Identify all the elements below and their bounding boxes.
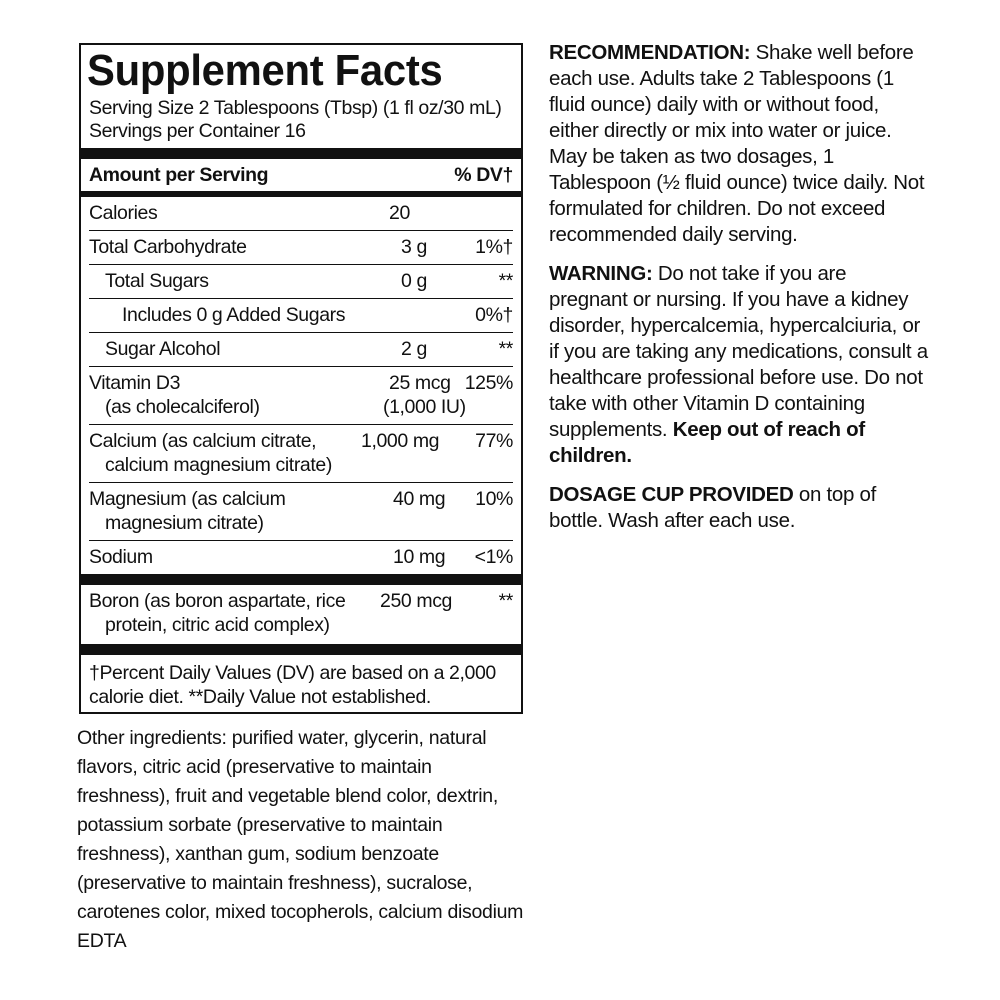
warning-label: WARNING:: [549, 262, 653, 285]
serving-size: Serving Size 2 Tablespoons (Tbsp) (1 fl oz/30 mL): [89, 97, 502, 119]
nutrient-name-detail: (as cholecalciferol): [105, 396, 260, 418]
nutrient-name: Total Sugars: [105, 270, 209, 292]
nutrient-name: Calories: [89, 202, 158, 224]
nutrient-dv: 77%: [475, 430, 513, 452]
nutrient-amount: 10 mg: [393, 546, 446, 568]
nutrient-amount: 25 mcg: [389, 372, 451, 394]
nutrient-amount: 20: [389, 202, 410, 224]
supplement-facts-panel: [79, 43, 523, 714]
other-ingredients: Other ingredients: purified water, glycerin, natural flavors, citric acid (preservative to maintain freshness), fruit and vegetable blend color, dextrin, potassium sorbate (preservative to maintain freshness), xanthan gum, sodium benzoate (preservative to maintain freshness), sucralose, carotenes color, mixed tocopherols, calcium disodium EDTA: [77, 727, 524, 952]
nutrient-name: Sodium: [89, 546, 153, 568]
nutrient-row-total-carbohydrate: [89, 230, 513, 264]
warning-emphasis: Keep out of reach of children.: [549, 418, 865, 467]
nutrient-row-magnesium: [89, 482, 513, 540]
nutrient-row-calcium: [89, 424, 513, 482]
recommendation-text: Shake well before each use. Adults take 2 Tablespoons (1 fluid ounce) daily with or without food, either directly or mix into water or juice. May be taken as two dosages, 1 Tablespoon (½ fluid ounce) twice daily. Not formulated for children. Do not exceed recommended daily serving.: [549, 41, 925, 246]
nutrient-name: Includes 0 g Added Sugars: [122, 304, 346, 326]
nutrient-row-total-sugars: [89, 264, 513, 298]
nutrient-amount: 0 g: [401, 270, 427, 292]
nutrient-name-detail: calcium magnesium citrate): [105, 454, 332, 476]
divider-thick: [81, 644, 521, 655]
amount-header-row: [89, 159, 513, 191]
directions-column: [549, 40, 929, 547]
facts-title: Supplement Facts: [87, 46, 443, 95]
nutrient-amount: 40 mg: [393, 488, 446, 510]
nutrient-name: Total Carbohydrate: [89, 236, 247, 258]
nutrient-row-added-sugars: [89, 298, 513, 332]
nutrient-amount: 1,000 mg: [361, 430, 440, 452]
recommendation-paragraph: [549, 40, 929, 248]
nutrient-amount: 2 g: [401, 338, 427, 360]
nutrient-dv: 125%: [464, 372, 513, 394]
nutrient-dv: 1%†: [475, 236, 513, 258]
nutrient-row-sodium: [89, 540, 513, 574]
nutrient-dv: <1%: [474, 546, 513, 568]
nutrient-name: Magnesium (as calcium: [89, 488, 286, 510]
nutrient-name: Boron (as boron aspartate, rice: [89, 590, 346, 612]
nutrient-dv: **: [498, 590, 513, 612]
divider-thick: [81, 574, 521, 585]
servings-per-container: Servings per Container 16: [89, 120, 306, 142]
nutrient-name: Calcium (as calcium citrate,: [89, 430, 317, 452]
dv-footnote: [89, 655, 513, 712]
dosage-text: on top of bottle. Wash after each use.: [549, 483, 877, 532]
nutrient-row-boron: [89, 585, 513, 642]
recommendation-label: RECOMMENDATION:: [549, 41, 751, 64]
nutrient-amount: 3 g: [401, 236, 427, 258]
dv-header-label: % DV†: [454, 164, 513, 186]
nutrient-dv: 0%†: [475, 304, 513, 326]
nutrient-amount: 250 mcg: [380, 590, 452, 612]
divider-thick: [81, 148, 521, 159]
nutrient-name-detail: protein, citric acid complex): [105, 614, 330, 636]
warning-text: Do not take if you are pregnant or nursing. If you have a kidney disorder, hypercalcemia, hypercalciuria, or if you are taking any medications, consult a healthcare professional before use. Do not take with other Vitamin D containing supplements.: [549, 262, 928, 441]
nutrient-row-sugar-alcohol: [89, 332, 513, 366]
amount-per-serving-label: Amount per Serving: [89, 164, 269, 186]
nutrient-row-calories: [89, 197, 513, 230]
dosage-paragraph: [549, 482, 929, 534]
dosage-label: DOSAGE CUP PROVIDED: [549, 483, 794, 506]
warning-paragraph: [549, 261, 929, 469]
nutrient-row-vitamin-d3: [89, 366, 513, 424]
footnote-line: calorie diet. **Daily Value not established.: [89, 686, 431, 708]
nutrient-dv: **: [498, 338, 513, 360]
nutrient-name: Vitamin D3: [89, 372, 181, 394]
footnote-line: †Percent Daily Values (DV) are based on a 2,000: [89, 662, 496, 684]
nutrient-name: Sugar Alcohol: [105, 338, 221, 360]
nutrient-dv: **: [498, 270, 513, 292]
nutrient-amount-iu: (1,000 IU): [383, 396, 466, 418]
nutrient-name-detail: magnesium citrate): [105, 512, 264, 534]
nutrient-dv: 10%: [475, 488, 513, 510]
